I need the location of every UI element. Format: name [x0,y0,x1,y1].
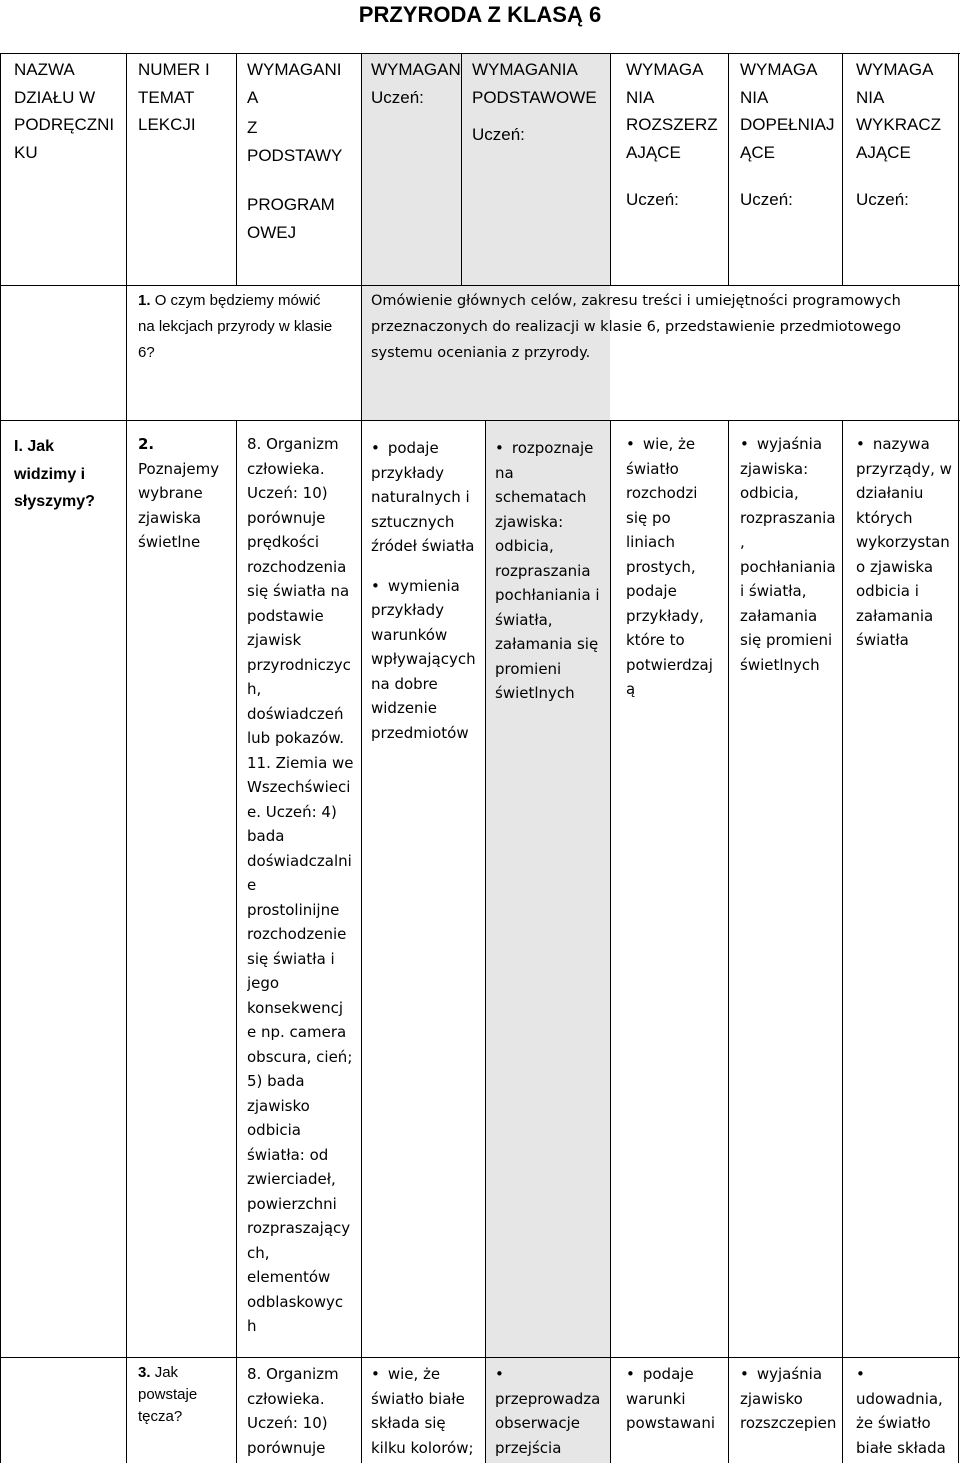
row2-rozszerzajace: • wie, że światło rozchodzi się po liniach prostych, podaje przykłady, które to potwierdzaj ą [626,432,726,702]
header-podstawowe: WYMAGANIA PODSTAWOWE Uczeń: [472,60,597,144]
header-rozszerzajace: WYMAGA NIA ROZSZERZ AJĄCE Uczeń: [626,60,718,209]
row2-lesson: 2. Poznajemy wybrane zjawiska świetlne [138,435,220,551]
page-title: PRZYRODA Z KLASĄ 6 [358,2,602,27]
row1-description: Omówienie głównych celów, zakresu treści i umiejętności programowych przeznaczonych do realizacji w klasie 6, przedstawienie przedmiotowego systemu oceniania z przyrody. [371,293,901,361]
row2-program: 8. Organizm człowieka. Uczeń: 10) porównuje prędkości rozchodzenia się światła na podstawie zjawisk przyrodniczyc h, doświadczeń lub pokazów. 11. Ziemia we Wszechświeci e. Uczeń: 4) bada doświadczalni e prostolinijne rozchodzenie się światła i jego konsekwencj e np. camera obscura, cień; 5) bada zjawisko odbicia światła: od zwierciadeł, powierzchni rozpraszający ch, elementów odblaskowyc h [247,435,354,1335]
row3-podstawowe: • przeprowadza obserwacje przejścia [495,1362,608,1460]
row2-podstawowe: • rozpoznaje na schematach zjawiska: odbicia, rozpraszania pochłaniania i światła, załamania się promieni świetlnych [495,436,608,706]
row3-lesson: 3. Jak powstaje tęcza? [138,1364,198,1425]
row3-wykraczajace: • udowadnia, że światło białe składa [856,1362,956,1460]
header-wykraczajace: WYMAGA NIA WYKRACZ AJĄCE Uczeń: [856,60,941,209]
row1-lesson: 1. O czym będziemy mówić na lekcjach przyrody w klasie 6? [138,292,333,361]
header-dopelniajace: WYMAGA NIA DOPEŁNIAJ ĄCE Uczeń: [740,60,835,209]
row3-program: 8. Organizm człowieka. Uczeń: 10) porównuje [247,1365,339,1457]
row2-konieczne: • podaje przykłady naturalnych i sztucznych źródeł światła • wymienia przykłady warunków wpływających na dobre widzenie przedmiotów [371,436,483,745]
row3-konieczne: • wie, że światło białe składa się kilku kolorów; [371,1362,483,1460]
header-temat: NUMER I TEMAT LEKCJI [138,60,210,134]
row2-dopelniajace: • wyjaśnia zjawiska: odbicia, rozpraszania , pochłaniania i światła, załamania się promieni świetlnych [740,432,840,677]
row2-wykraczajace: • nazywa przyrządy, w działaniu których wykorzystan o zjawiska odbicia i załamania światła [856,432,956,653]
row3-dopelniajace: • wyjaśnia zjawisko rozszczepien [740,1362,840,1436]
row2-section: I. Jak widzimy i słyszymy? [14,438,95,510]
header-dzial: NAZWA DZIAŁU W PODRĘCZNI KU [14,60,115,162]
header-podstawa-programowa: WYMAGANI A Z PODSTAWY PROGRAM OWEJ [247,60,343,242]
header-konieczne: WYMAGAN Uczeń: [371,60,461,107]
row3-rozszerzajace: • podaje warunki powstawani [626,1362,726,1436]
